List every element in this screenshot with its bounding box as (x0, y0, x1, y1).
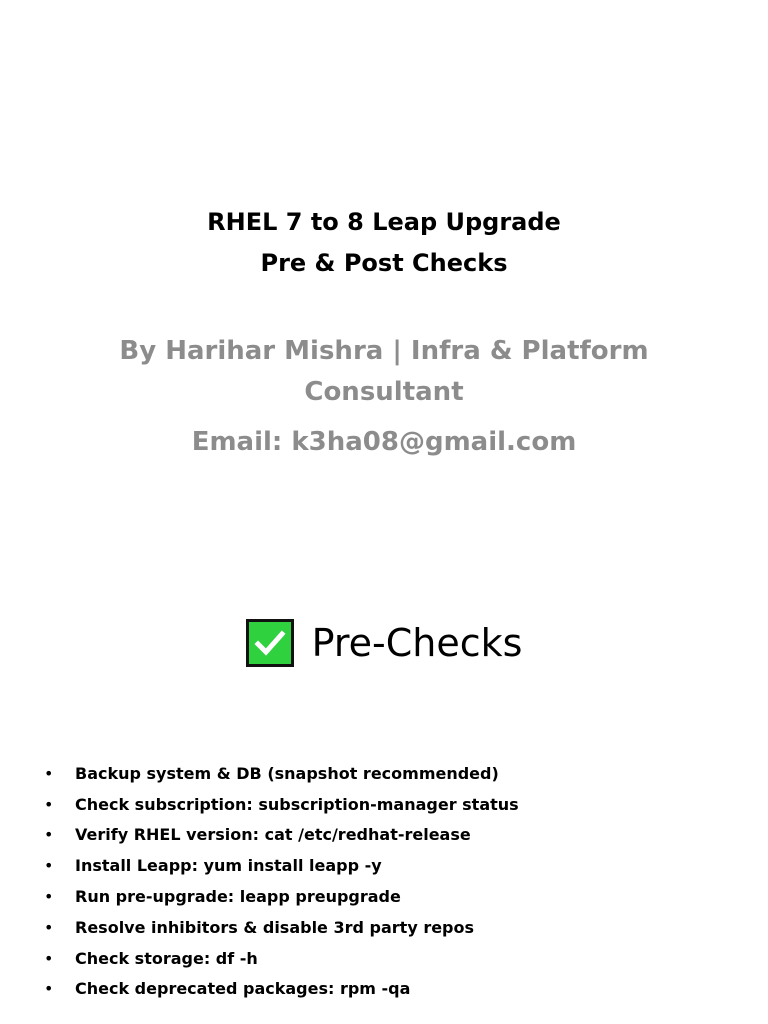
list-item (44, 881, 744, 912)
list-item-text: Install Leapp: yum install leapp -y (75, 856, 382, 876)
author-info (84, 331, 684, 463)
pre-checks-heading (0, 618, 768, 668)
bullet-icon: • (44, 825, 54, 845)
list-item (44, 943, 744, 974)
check-box-icon (246, 619, 294, 667)
title-line-1: RHEL 7 to 8 Leap Upgrade (207, 208, 561, 236)
list-item (44, 789, 744, 820)
list-item-text: Check deprecated packages: rpm -qa (75, 979, 411, 999)
list-item-text: Verify RHEL version: cat /etc/redhat-release (75, 825, 471, 845)
bullet-icon: • (44, 948, 54, 968)
title-line-2: Pre & Post Checks (260, 249, 508, 277)
list-item (44, 850, 744, 881)
pre-checks-list (44, 758, 744, 1004)
section-heading-text: Pre-Checks (311, 621, 523, 665)
bullet-icon: • (44, 917, 54, 937)
bullet-icon: • (44, 856, 54, 876)
bullet-icon: • (44, 979, 54, 999)
author-email: Email: k3ha08@gmail.com (191, 427, 577, 457)
author-byline: By Harihar Mishra | Infra & Platform Consultant (119, 336, 649, 407)
list-item-text: Check subscription: subscription-manager status (75, 794, 519, 814)
list-item-text: Backup system & DB (snapshot recommended) (75, 763, 499, 783)
bullet-icon: • (44, 794, 54, 814)
list-item (44, 912, 744, 943)
list-item-text: Check storage: df -h (75, 948, 258, 968)
list-item (44, 820, 744, 851)
document-title (0, 202, 768, 284)
bullet-icon: • (44, 763, 54, 783)
list-item-text: Resolve inhibitors & disable 3rd party repos (75, 917, 475, 937)
list-item-text: Run pre-upgrade: leapp preupgrade (75, 887, 401, 907)
list-item (44, 758, 744, 789)
list-item (44, 974, 744, 1005)
bullet-icon: • (44, 887, 54, 907)
